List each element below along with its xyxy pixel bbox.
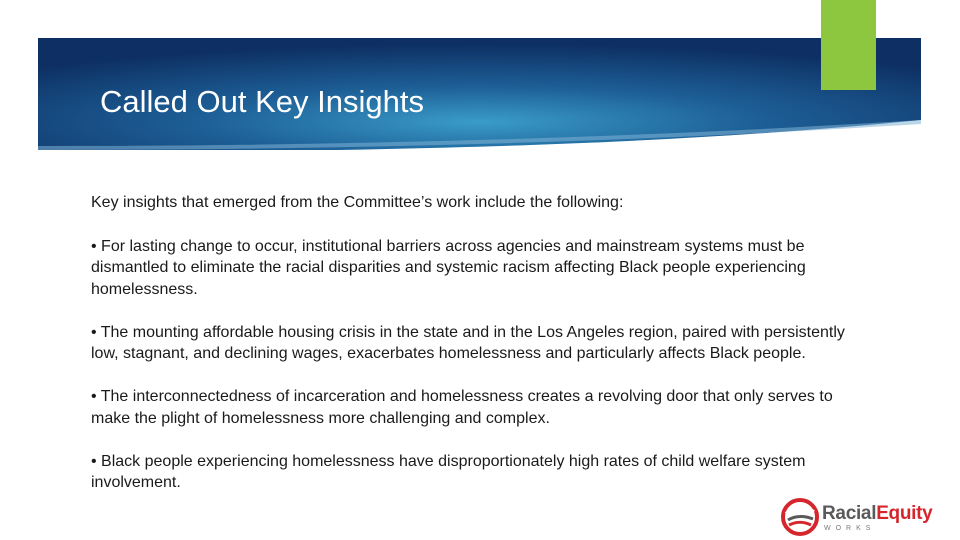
logo-wordmark [822,503,932,525]
slide-title: Called Out Key Insights [100,84,424,119]
logo-word-equity: Equity [876,503,933,524]
logo-word-racial: Racial [822,503,877,524]
bullet-item: • The mounting affordable housing crisis in the state and in the Los Angeles region, paired with persistently low, stagnant, and declining wages, exacerbates homelessness and particularly affects Black people. [91,323,845,362]
racial-equity-works-logo [780,498,933,536]
intro-text: Key insights that emerged from the Committee’s work include the following: [91,194,624,211]
slide-content [91,192,851,515]
bullet-item: • Black people experiencing homelessness have disproportionately high rates of child welfare system involvement. [91,452,806,491]
bullet-item: • The interconnectedness of incarceration and homelessness creates a revolving door that only serves to make the plight of homelessness more challenging and complex. [91,388,833,427]
bullet-item: • For lasting change to occur, institutional barriers across agencies and mainstream systems must be dismantled to eliminate the racial disparities and systemic racism affecting Black people experiencing homelessness. [91,237,806,298]
accent-bar [821,0,876,90]
logo-subtext: WORKS [824,525,876,532]
logo-mark-icon [780,498,820,536]
